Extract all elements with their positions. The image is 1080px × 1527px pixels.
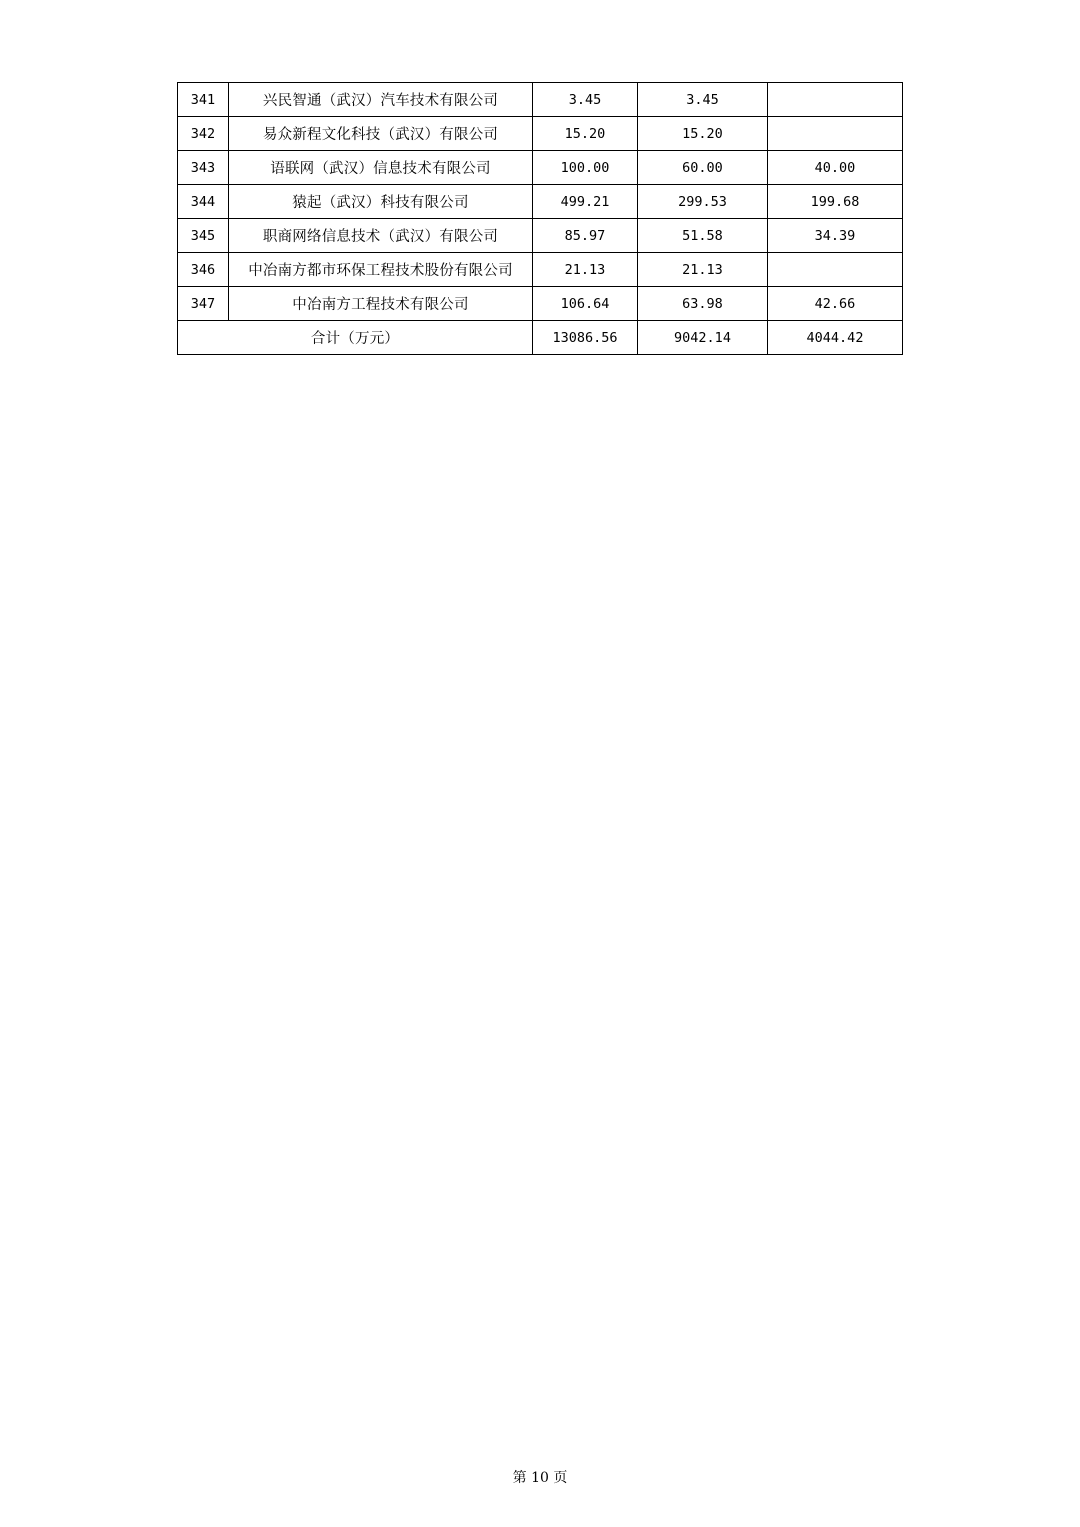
- summary-amount-b-cell: 4044.42: [768, 321, 903, 355]
- summary-amount-a-cell: 9042.14: [638, 321, 768, 355]
- summary-label-cell: 合计（万元）: [178, 321, 533, 355]
- company-name-cell: 中冶南方工程技术有限公司: [229, 287, 533, 321]
- total-amount-cell: 499.21: [533, 185, 638, 219]
- company-name-cell: 语联网（武汉）信息技术有限公司: [229, 151, 533, 185]
- company-name-cell: 猿起（武汉）科技有限公司: [229, 185, 533, 219]
- amount-a-cell: 3.45: [638, 83, 768, 117]
- page-number: 第 10 页: [512, 1470, 568, 1486]
- company-name-cell: 易众新程文化科技（武汉）有限公司: [229, 117, 533, 151]
- amount-b-cell: 34.39: [768, 219, 903, 253]
- total-amount-cell: 3.45: [533, 83, 638, 117]
- row-number-cell: 342: [178, 117, 229, 151]
- amount-a-cell: 63.98: [638, 287, 768, 321]
- table-row: [178, 83, 903, 117]
- amount-b-cell: [768, 117, 903, 151]
- total-amount-cell: 21.13: [533, 253, 638, 287]
- company-name-cell: 中冶南方都市环保工程技术股份有限公司: [229, 253, 533, 287]
- row-number-cell: 344: [178, 185, 229, 219]
- company-name-cell: 兴民智通（武汉）汽车技术有限公司: [229, 83, 533, 117]
- total-amount-cell: 15.20: [533, 117, 638, 151]
- amount-a-cell: 21.13: [638, 253, 768, 287]
- amount-a-cell: 299.53: [638, 185, 768, 219]
- amount-a-cell: 51.58: [638, 219, 768, 253]
- table-row: [178, 219, 903, 253]
- company-name-cell: 职商网络信息技术（武汉）有限公司: [229, 219, 533, 253]
- table-row: [178, 117, 903, 151]
- total-amount-cell: 85.97: [533, 219, 638, 253]
- total-amount-cell: 106.64: [533, 287, 638, 321]
- table-row: [178, 287, 903, 321]
- summary-row: [178, 321, 903, 355]
- total-amount-cell: 100.00: [533, 151, 638, 185]
- table-row: [178, 253, 903, 287]
- amount-a-cell: 60.00: [638, 151, 768, 185]
- row-number-cell: 341: [178, 83, 229, 117]
- amount-b-cell: [768, 253, 903, 287]
- row-number-cell: 346: [178, 253, 229, 287]
- amount-b-cell: 42.66: [768, 287, 903, 321]
- amount-b-cell: [768, 83, 903, 117]
- funding-table: [177, 82, 903, 355]
- amount-b-cell: 199.68: [768, 185, 903, 219]
- row-number-cell: 347: [178, 287, 229, 321]
- row-number-cell: 343: [178, 151, 229, 185]
- amount-a-cell: 15.20: [638, 117, 768, 151]
- table-row: [178, 185, 903, 219]
- amount-b-cell: 40.00: [768, 151, 903, 185]
- summary-total-cell: 13086.56: [533, 321, 638, 355]
- row-number-cell: 345: [178, 219, 229, 253]
- table-body: [178, 83, 903, 355]
- table-row: [178, 151, 903, 185]
